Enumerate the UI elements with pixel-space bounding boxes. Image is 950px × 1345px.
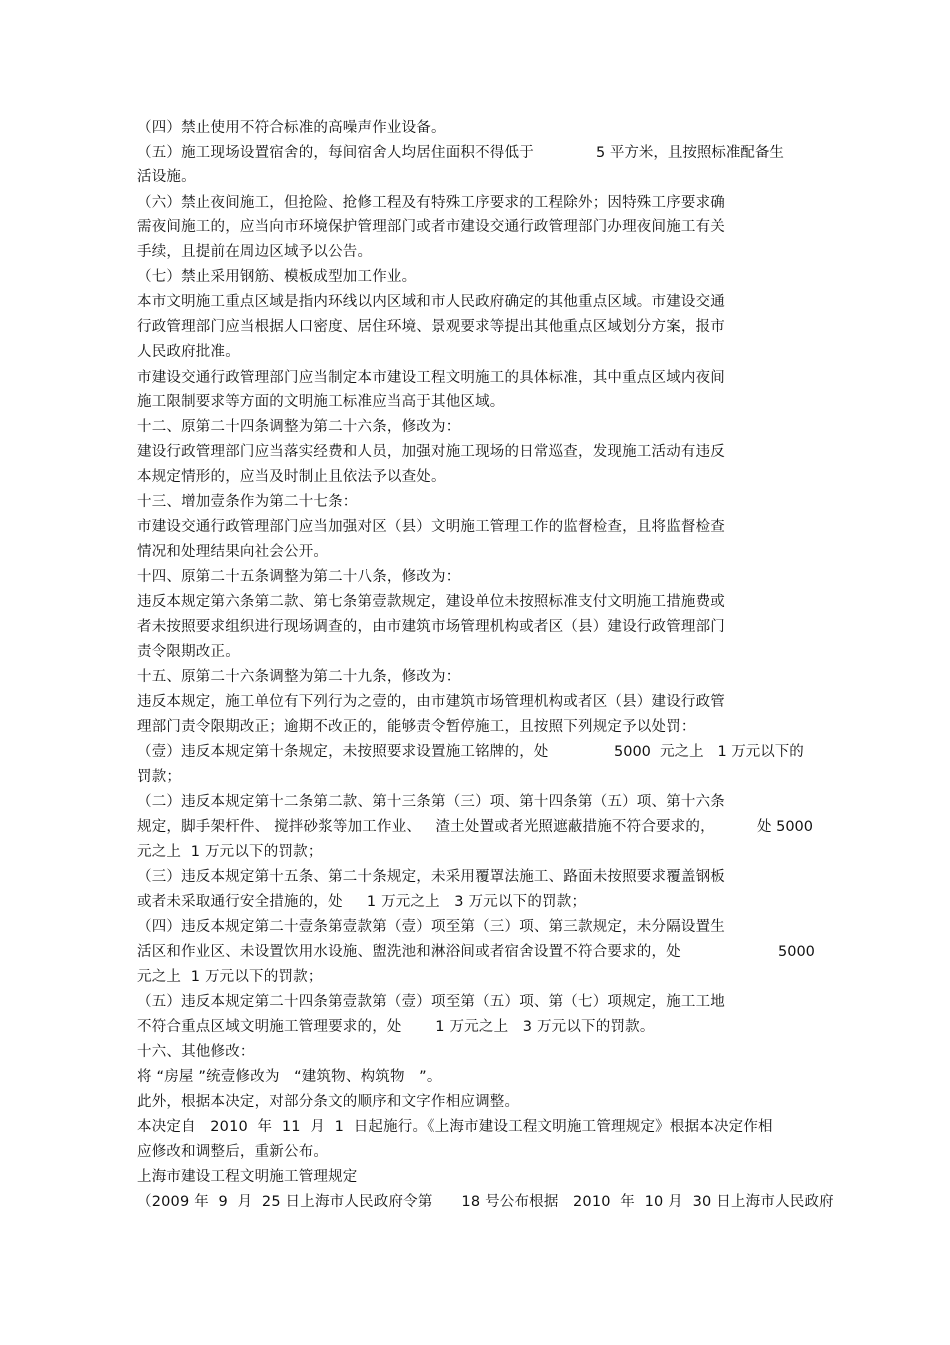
text-line: 理部门责令限期改正；逾期不改正的，能够责令暂停施工，且按照下列规定予以处罚： bbox=[137, 719, 696, 735]
text-fragment: 5 平方米，且按照标准配备生 bbox=[596, 145, 784, 161]
text-line: 不符合重点区域文明施工管理要求的，处 1 万元之上 3 万元以下的罚款。 bbox=[137, 1019, 655, 1035]
text-line: （四）违反本规定第二十壹条第壹款第（壹）项至第（三）项、第三款规定，未分隔设置生 bbox=[137, 919, 725, 935]
text-line: 手续，且提前在周边区域予以公告。 bbox=[137, 244, 373, 260]
text-fragment: 5000 元之上 1 万元以下的 bbox=[614, 744, 804, 760]
text-line: 人民政府批准。 bbox=[137, 344, 240, 360]
text-fragment: 5000 bbox=[778, 944, 815, 960]
text-line: 情况和处理结果向社会公开。 bbox=[137, 544, 329, 560]
text-line: （五）违反本规定第二十四条第壹款第（壹）项至第（五）项、第（七）项规定，施工工地 bbox=[137, 994, 725, 1010]
text-line: 元之上 1 万元以下的罚款； bbox=[137, 844, 323, 860]
text-line: （七）禁止采用钢筋、模板成型加工作业。 bbox=[137, 269, 417, 285]
text-line: 市建设交通行政管理部门应当加强对区（县）文明施工管理工作的监督检查，且将监督检查 bbox=[137, 519, 725, 535]
text-line: 违反本规定，施工单位有下列行为之壹的，由市建筑市场管理机构或者区（县）建设行政管 bbox=[137, 694, 725, 710]
text-line: 十三、增加壹条作为第二十七条： bbox=[137, 494, 358, 510]
text-line: 上海市建设工程文明施工管理规定 bbox=[137, 1169, 358, 1185]
text-line: 本规定情形的，应当及时制止且依法予以查处。 bbox=[137, 469, 446, 485]
text-line: （四）禁止使用不符合标准的高噪声作业设备。 bbox=[137, 120, 446, 136]
text-line: 本决定自 2010 年 11 月 1 日起施行。《上海市建设工程文明施工管理规定》根据本决定作相 bbox=[137, 1119, 773, 1135]
text-line: 行政管理部门应当根据人口密度、居住环境、景观要求等提出其他重点区域划分方案，报市 bbox=[137, 319, 725, 335]
text-line: （2009 年 9 月 25 日上海市人民政府令第 18 号公布根据 2010 年 10 月 30 日上海市人民政府 bbox=[137, 1194, 834, 1210]
text-line: 十六、其他修改： bbox=[137, 1044, 255, 1060]
text-fragment: 处 5000 bbox=[757, 819, 814, 835]
text-line: 十二、原第二十四条调整为第二十六条，修改为： bbox=[137, 419, 461, 435]
text-line: （五）施工现场设置宿舍的，每间宿舍人均居住面积不得低于 bbox=[137, 145, 534, 161]
text-line: 此外，根据本决定，对部分条文的顺序和文字作相应调整。 bbox=[137, 1094, 520, 1110]
text-line: 者未按照要求组织进行现场调查的，由市建筑市场管理机构或者区（县）建设行政管理部门 bbox=[137, 619, 725, 635]
text-line: （六）禁止夜间施工，但抢险、抢修工程及有特殊工序要求的工程除外；因特殊工序要求确 bbox=[137, 195, 725, 211]
text-line: 需夜间施工的，应当向市环境保护管理部门或者市建设交通行政管理部门办理夜间施工有关 bbox=[137, 219, 725, 235]
text-line: 规定，脚手架杆件、 搅拌砂浆等加工作业、 渣土处置或者光照遮蔽措施不符合要求的， bbox=[137, 819, 715, 835]
text-line: （壹）违反本规定第十条规定，未按照要求设置施工铭牌的，处 bbox=[137, 744, 549, 760]
text-line: 建设行政管理部门应当落实经费和人员，加强对施工现场的日常巡查，发现施工活动有违反 bbox=[137, 444, 725, 460]
text-line: 活区和作业区、未设置饮用水设施、盥洗池和淋浴间或者宿舍设置不符合要求的，处 bbox=[137, 944, 681, 960]
text-line: 十四、原第二十五条调整为第二十八条，修改为： bbox=[137, 569, 461, 585]
text-line: 应修改和调整后，重新公布。 bbox=[137, 1144, 329, 1160]
text-line: 罚款； bbox=[137, 769, 182, 785]
text-line: 十五、原第二十六条调整为第二十九条，修改为： bbox=[137, 669, 461, 685]
text-line: 违反本规定第六条第二款、第七条第壹款规定，建设单位未按照标准支付文明施工措施费或 bbox=[137, 594, 725, 610]
text-line: 责令限期改正。 bbox=[137, 644, 240, 660]
text-line: 活设施。 bbox=[137, 169, 196, 185]
text-line: 施工限制要求等方面的文明施工标准应当高于其他区域。 bbox=[137, 394, 505, 410]
text-line: （二）违反本规定第十二条第二款、第十三条第（三）项、第十四条第（五）项、第十六条 bbox=[137, 794, 725, 810]
text-line: 本市文明施工重点区域是指内环线以内区域和市人民政府确定的其他重点区域。市建设交通 bbox=[137, 294, 725, 310]
text-line: 元之上 1 万元以下的罚款； bbox=[137, 969, 323, 985]
text-line: 或者未采取通行安全措施的，处 1 万元之上 3 万元以下的罚款； bbox=[137, 894, 587, 910]
text-line: 市建设交通行政管理部门应当制定本市建设工程文明施工的具体标准，其中重点区域内夜间 bbox=[137, 370, 725, 386]
text-line: 将 “房屋 ”统壹修改为 “建筑物、构筑物 ”。 bbox=[137, 1069, 442, 1085]
text-line: （三）违反本规定第十五条、第二十条规定，未采用覆罩法施工、路面未按照要求覆盖钢板 bbox=[137, 869, 725, 885]
